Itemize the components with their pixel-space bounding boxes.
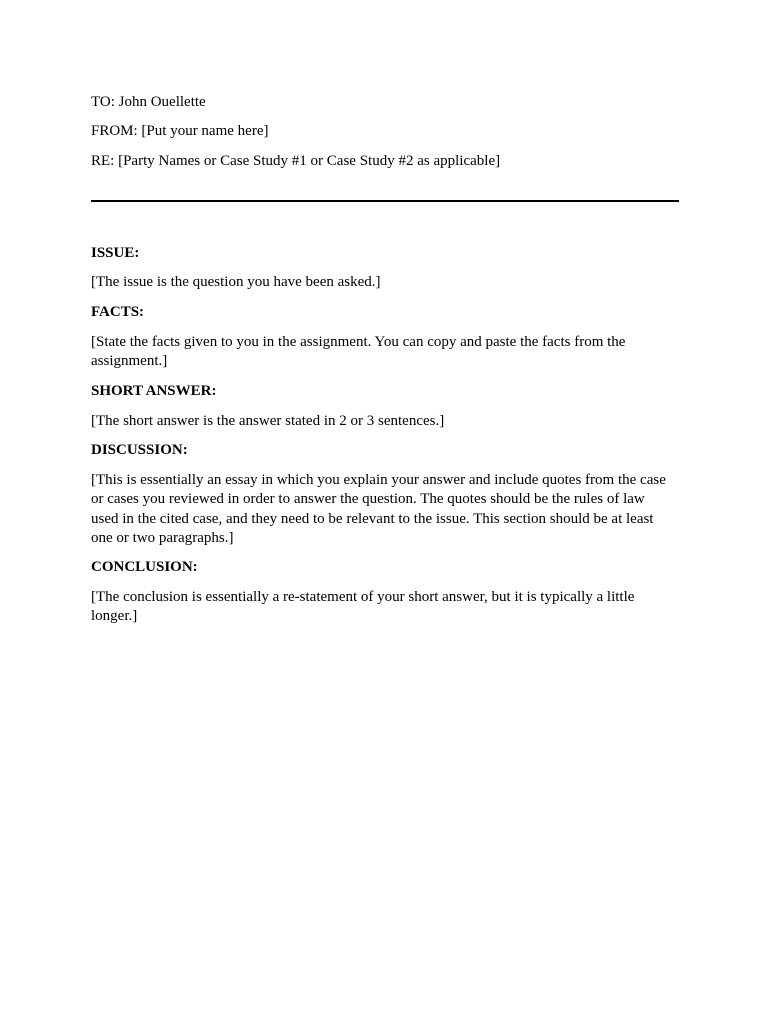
- header-divider: [91, 200, 679, 202]
- discussion-heading: DISCUSSION:: [91, 442, 188, 458]
- discussion-body-line: one or two paragraphs.]: [91, 530, 234, 546]
- discussion-body-line: [This is essentially an essay in which you explain your answer and include quotes from the case: [91, 472, 666, 488]
- facts-body-line: assignment.]: [91, 353, 168, 369]
- conclusion-heading: CONCLUSION:: [91, 559, 198, 575]
- short-answer-heading: SHORT ANSWER:: [91, 383, 217, 399]
- memo-re: RE: [Party Names or Case Study #1 or Case Study #2 as applicable]: [91, 153, 501, 169]
- memo-to: TO: John Ouellette: [91, 94, 206, 110]
- discussion-body-line: used in the cited case, and they need to be relevant to the issue. This section should be at least: [91, 511, 654, 527]
- issue-heading: ISSUE:: [91, 245, 140, 261]
- conclusion-body-line: longer.]: [91, 608, 138, 624]
- memo-from: FROM: [Put your name here]: [91, 123, 269, 139]
- conclusion-body-line: [The conclusion is essentially a re-statement of your short answer, but it is typically a little: [91, 589, 635, 605]
- discussion-body-line: or cases you reviewed in order to answer the question. The quotes should be the rules of law: [91, 491, 645, 507]
- short-answer-body: [The short answer is the answer stated in 2 or 3 sentences.]: [91, 413, 445, 429]
- facts-body-line: [State the facts given to you in the assignment. You can copy and paste the facts from the: [91, 334, 626, 350]
- issue-body: [The issue is the question you have been asked.]: [91, 274, 381, 290]
- facts-heading: FACTS:: [91, 304, 145, 320]
